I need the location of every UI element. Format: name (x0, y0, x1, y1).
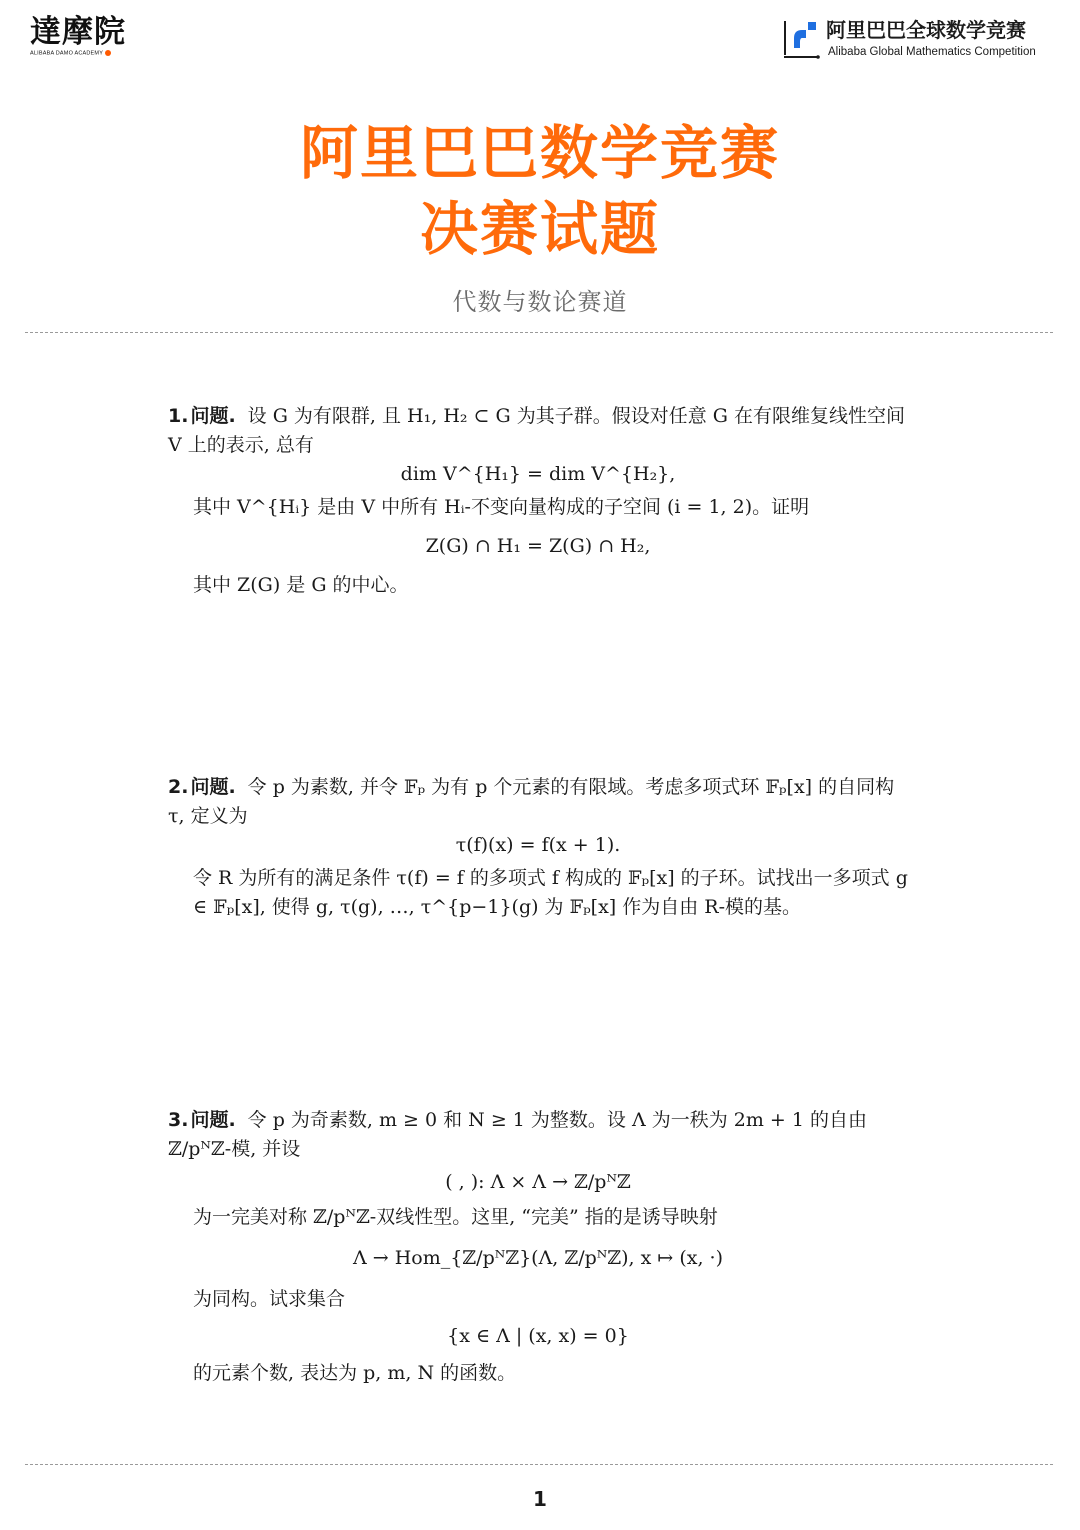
problem-3-equation-3: {x ∈ Λ | (x, x) = 0} (447, 1325, 629, 1347)
problem-2-equation-1: τ(f)(x) = f(x + 1). (455, 834, 621, 856)
footer-divider (25, 1464, 1053, 1465)
damo-academy-logo (30, 14, 140, 64)
page-subtitle: 代数与数论赛道 (452, 288, 628, 316)
problem-1-equation-1: dim V^{H₁} = dim V^{H₂}, (400, 463, 676, 485)
problem-3-equation-1: ( , ): Λ × Λ → ℤ/pᴺℤ (445, 1171, 631, 1193)
problem-2 (168, 773, 908, 922)
competition-logo-cn: 阿里巴巴全球数学竞赛 (826, 18, 1026, 42)
competition-mark-icon (782, 18, 822, 60)
damo-dot-icon (105, 50, 111, 56)
problem-1-equation-2: Z(G) ∩ H₁ = Z(G) ∩ H₂, (425, 535, 651, 557)
problem-3-text-3: 为同构。试求集合 (193, 1288, 346, 1310)
problem-1-text-3: 其中 Z(G) 是 G 的中心。 (193, 574, 409, 596)
problem-2-text-2: 令 R 为所有的满足条件 τ(f) = f 的多项式 f 构成的 𝔽ₚ[x] 的子环。试找出一多项式 g ∈ 𝔽ₚ[x], 使得 g, τ(g), …, τ^{p−1}(g) 为 𝔽ₚ[x] 作为自由 R-模的基。 (193, 867, 908, 918)
problem-1-text-2: 其中 V^{Hᵢ} 是由 V 中所有 Hᵢ-不变向量构成的子空间 (i = 1, 2)。证明 (193, 496, 810, 518)
damo-logo-en: ALIBABA DAMO ACADEMY (30, 50, 140, 56)
problem-1 (168, 402, 908, 600)
problem-2-label: 问题. (190, 776, 236, 798)
header-divider (25, 332, 1053, 333)
damo-logo-cn: 達摩院 (30, 14, 126, 50)
problem-3-equation-2: Λ → Hom_{ℤ/pᴺℤ}(Λ, ℤ/pᴺℤ), x ↦ (x, ·) (352, 1247, 724, 1269)
problem-3 (168, 1106, 908, 1388)
problem-1-text-1: 设 G 为有限群, 且 H₁, H₂ ⊂ G 为其子群。假设对任意 G 在有限维复线性空间 V 上的表示, 总有 (168, 405, 905, 456)
problem-1-label: 问题. (190, 405, 236, 427)
page-title-line-2: 决赛试题 (419, 195, 660, 263)
problem-3-number: 3. (168, 1109, 189, 1131)
competition-logo-en: Alibaba Global Mathematics Competition (828, 46, 1036, 58)
problem-3-text-4: 的元素个数, 表达为 p, m, N 的函数。 (193, 1362, 517, 1384)
page-number: 1 (533, 1487, 547, 1511)
problem-1-number: 1. (168, 405, 189, 427)
problem-3-label: 问题. (190, 1109, 236, 1131)
problem-3-text-2: 为一完美对称 ℤ/pᴺℤ-双线性型。这里, “完美” 指的是诱导映射 (193, 1206, 718, 1228)
problem-2-statement (168, 773, 908, 831)
problem-1-statement (168, 402, 908, 460)
problem-2-text-1: 令 p 为素数, 并令 𝔽ₚ 为有 p 个元素的有限域。考虑多项式环 𝔽ₚ[x] 的自同构 τ, 定义为 (168, 776, 895, 827)
problem-2-number: 2. (168, 776, 189, 798)
page-title-line-1: 阿里巴巴数学竞赛 (299, 119, 780, 187)
problem-3-text-1: 令 p 为奇素数, m ≥ 0 和 N ≥ 1 为整数。设 Λ 为一秩为 2m + 1 的自由 ℤ/pᴺℤ-模, 并设 (168, 1109, 868, 1160)
competition-logo (782, 18, 1062, 62)
problem-3-statement (168, 1106, 908, 1164)
